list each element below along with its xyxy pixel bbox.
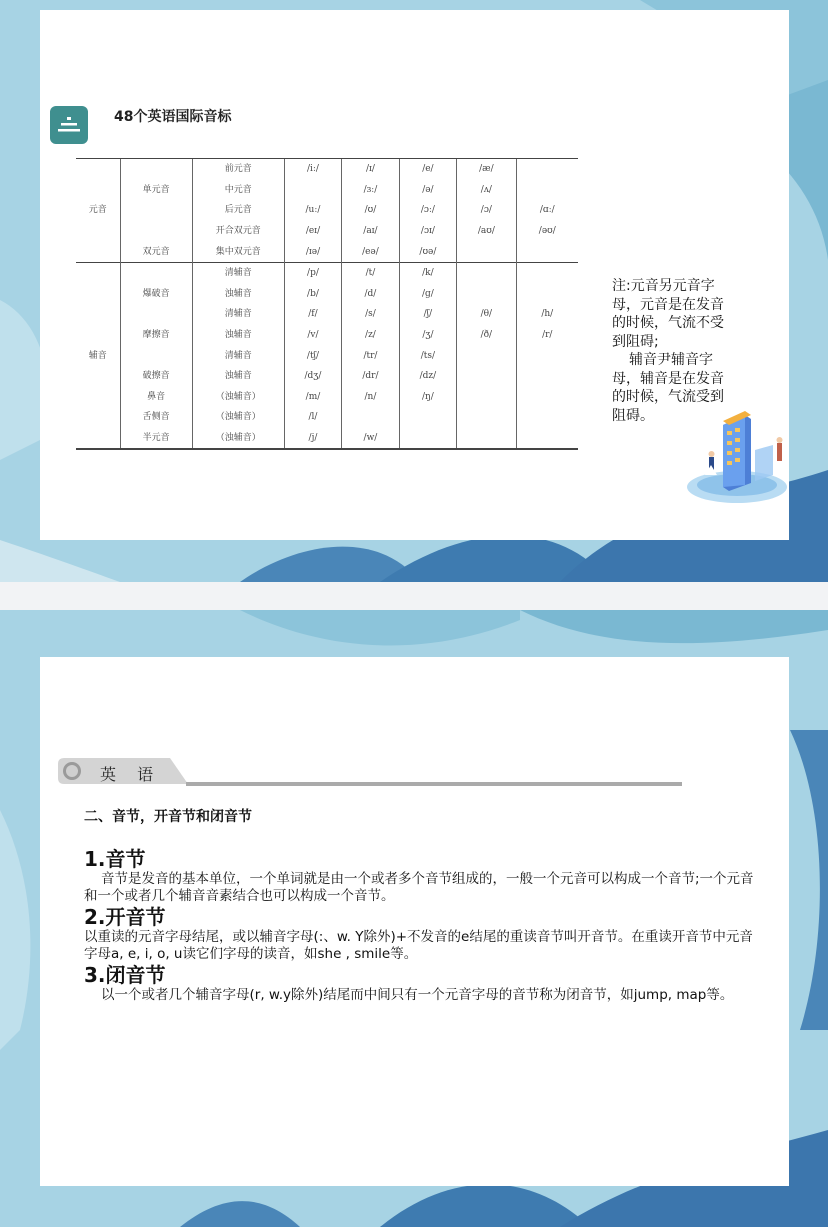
table-row [76, 428, 578, 450]
slide-2 [0, 610, 828, 1227]
table-cell: 清辅音 [192, 345, 284, 366]
table-cell: 浊辅音 [192, 366, 284, 387]
table-cell: /w/ [342, 428, 399, 450]
ipa-table [76, 158, 578, 450]
table-cell [76, 428, 120, 450]
table-cell [76, 180, 120, 201]
table-cell: /p/ [284, 262, 341, 283]
table-cell: /əʊ/ [516, 221, 578, 242]
table-cell [399, 407, 456, 428]
slide-1 [0, 0, 828, 582]
table-cell [457, 284, 516, 305]
heading-closed-syllable: 3.闭音节 [84, 963, 166, 987]
table-cell: 前元音 [192, 159, 284, 180]
table-cell [76, 241, 120, 262]
text-closed-syllable: 以一个或者几个辅音字母(r, w.y除外)结尾而中间只有一个元音字母的音节称为闭音节，如jump, map等。 [101, 987, 734, 1003]
table-cell: /m/ [284, 387, 341, 408]
table-cell [516, 241, 578, 262]
section-title: 二、音节，开音节和闭音节 [84, 809, 252, 825]
table-cell: /ə/ [399, 180, 456, 201]
table-row [76, 387, 578, 408]
table-cell [76, 221, 120, 242]
table-cell: 浊辅音 [192, 325, 284, 346]
table-cell: /iː/ [284, 159, 341, 180]
table-cell [76, 304, 120, 325]
note-consonant: 辅音尹辅音字母，辅音是在发音的时候，气流受到阻碍。 [612, 352, 724, 424]
table-cell: （浊辅音） [192, 428, 284, 450]
table-cell: /ð/ [457, 325, 516, 346]
table-cell: 双元音 [120, 241, 192, 262]
table-cell: （浊辅音） [192, 387, 284, 408]
table-cell: /uː/ [284, 200, 341, 221]
table-cell: /ɔ/ [457, 200, 516, 221]
table-cell: /θ/ [457, 304, 516, 325]
table-cell [76, 407, 120, 428]
table-cell: /ɜː/ [342, 180, 399, 201]
table-row [76, 345, 578, 366]
table-cell: 辅音 [88, 350, 107, 361]
table-cell: /eɪ/ [284, 221, 341, 242]
table-cell [516, 159, 578, 180]
table-cell: /ɪə/ [284, 241, 341, 262]
table-cell [516, 366, 578, 387]
table-cell: /dz/ [399, 366, 456, 387]
table-cell [457, 407, 516, 428]
table-cell: /k/ [399, 262, 456, 283]
table-cell: /l/ [284, 407, 341, 428]
table-cell: 元音 [88, 205, 107, 216]
table-cell [284, 180, 341, 201]
table-cell [76, 159, 120, 180]
table-row [76, 221, 578, 242]
table-cell [120, 262, 192, 283]
table-cell [120, 221, 192, 242]
table-cell: /z/ [342, 325, 399, 346]
table-cell [457, 262, 516, 283]
table-cell: /ʌ/ [457, 180, 516, 201]
table-row [76, 241, 578, 262]
table-cell [516, 284, 578, 305]
header-rule [186, 782, 682, 786]
content-panel [40, 657, 789, 1186]
table-cell: /ʊə/ [399, 241, 456, 262]
heading-syllable: 1.音节 [84, 847, 146, 871]
table-cell: /j/ [284, 428, 341, 450]
table-row [76, 200, 578, 221]
table-cell: /tʃ/ [284, 345, 341, 366]
table-cell: /ts/ [399, 345, 456, 366]
table-cell [457, 366, 516, 387]
table-cell: /ʒ/ [399, 325, 456, 346]
table-cell [516, 407, 578, 428]
subject-label: 英 语 [100, 765, 162, 784]
table-cell: /ʊ/ [342, 200, 399, 221]
table-cell [120, 345, 192, 366]
table-cell: /aɪ/ [342, 221, 399, 242]
table-cell: /d/ [342, 284, 399, 305]
table-row [76, 304, 578, 325]
table-cell [457, 345, 516, 366]
content-panel [40, 10, 789, 540]
table-cell [120, 159, 192, 180]
table-cell: 舌侧音 [120, 407, 192, 428]
table-cell: /dʒ/ [284, 366, 341, 387]
text-syllable: 音节是发音的基本单位，一个单词就是由一个或者多个音节组成的，一般一个元音可以构成一个音节;一个元音和一个或者几个辅音音素结合也可以构成一个音节。 [84, 871, 754, 904]
table-row [76, 325, 578, 346]
table-cell: 开合双元音 [192, 221, 284, 242]
table-cell [399, 428, 456, 450]
list-icon [50, 106, 88, 144]
table-cell: 后元音 [192, 200, 284, 221]
table-cell: /f/ [284, 304, 341, 325]
table-row [76, 366, 578, 387]
table-cell: /r/ [516, 325, 578, 346]
table-cell: /ɔː/ [399, 200, 456, 221]
table-cell: （浊辅音） [192, 407, 284, 428]
table-cell: /t/ [342, 262, 399, 283]
table-cell [457, 428, 516, 450]
table-row [76, 262, 578, 283]
table-cell: 清辅音 [192, 304, 284, 325]
table-cell: /ɔɪ/ [399, 221, 456, 242]
table-cell: /g/ [399, 284, 456, 305]
table-cell: 集中双元音 [192, 241, 284, 262]
table-cell [120, 304, 192, 325]
table-cell: /v/ [284, 325, 341, 346]
city-illustration [685, 395, 789, 505]
table-cell: 爆破音 [120, 284, 192, 305]
table-cell: /ŋ/ [399, 387, 456, 408]
list-badge [50, 106, 88, 144]
table-cell: 中元音 [192, 180, 284, 201]
table-cell: /ʃ/ [399, 304, 456, 325]
table-row [76, 407, 578, 428]
table-cell: /ɑː/ [516, 200, 578, 221]
table-cell [516, 387, 578, 408]
table-cell: /s/ [342, 304, 399, 325]
table-cell [516, 180, 578, 201]
slide-separator [0, 582, 828, 610]
table-cell: /h/ [516, 304, 578, 325]
table-row [76, 284, 578, 305]
table-cell [76, 262, 120, 283]
table-cell [516, 428, 578, 450]
table-cell [516, 345, 578, 366]
table-cell [76, 387, 120, 408]
table-cell [76, 284, 120, 305]
table-cell [457, 241, 516, 262]
table-cell: /dr/ [342, 366, 399, 387]
table-cell: 单元音 [120, 180, 192, 201]
text-open-syllable: 以重读的元音字母结尾，或以辅音字母(:、w. Y除外)+不发音的e结尾的重读音节叫开音节。在重读开音节中元音字母a, e, i, o, u读它们字母的读音，如she , smile等。 [84, 929, 753, 962]
table-cell: /ɪ/ [342, 159, 399, 180]
table-cell [457, 387, 516, 408]
table-cell: /æ/ [457, 159, 516, 180]
table-cell: /n/ [342, 387, 399, 408]
table-cell: /b/ [284, 284, 341, 305]
table-cell [76, 366, 120, 387]
slide-title: 48个英语国际音标 [114, 109, 232, 125]
table-cell [76, 325, 120, 346]
table-cell: /eə/ [342, 241, 399, 262]
table-cell: /aʊ/ [457, 221, 516, 242]
syllable-content [84, 847, 754, 1004]
table-cell: 清辅音 [192, 262, 284, 283]
table-cell: /e/ [399, 159, 456, 180]
table-cell: 鼻音 [120, 387, 192, 408]
table-cell: 摩擦音 [120, 325, 192, 346]
heading-open-syllable: 2.开音节 [84, 905, 166, 929]
table-cell [342, 407, 399, 428]
table-cell: /tr/ [342, 345, 399, 366]
table-row [76, 180, 578, 201]
table-cell [516, 262, 578, 283]
table-cell: 破擦音 [120, 366, 192, 387]
table-cell: 半元音 [120, 428, 192, 450]
table-cell: 浊辅音 [192, 284, 284, 305]
table-cell [120, 200, 192, 221]
table-row [76, 159, 578, 180]
note-vowel: 注:元音另元音字母，元音是在发音的时候，气流不受到阻碍; [612, 278, 724, 350]
